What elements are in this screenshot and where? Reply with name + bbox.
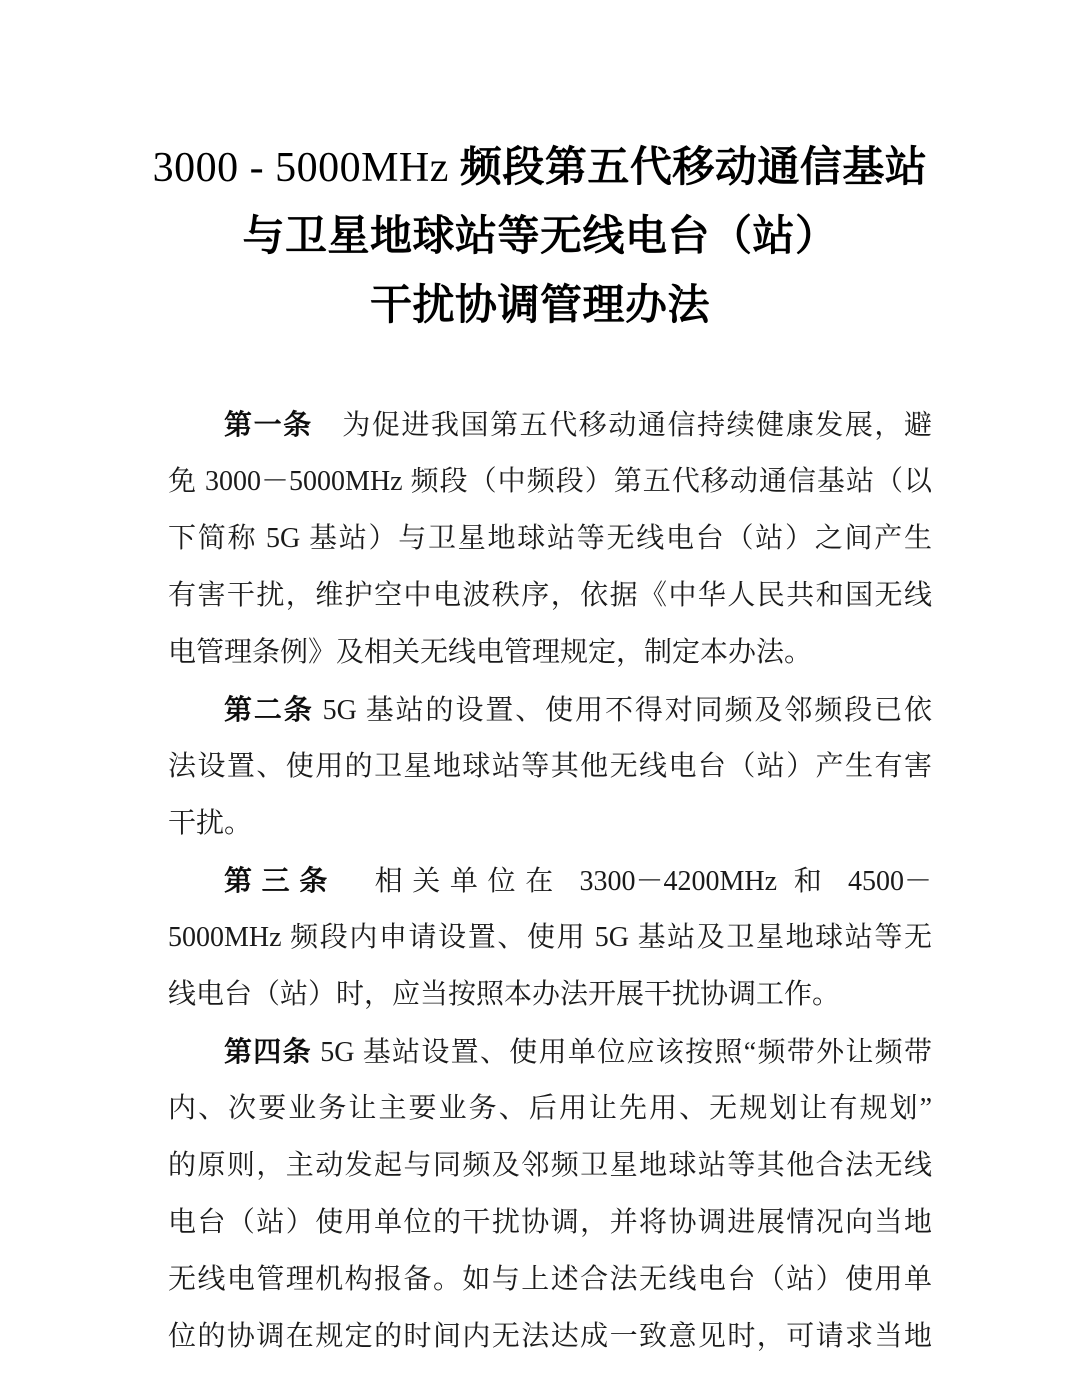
article-number: 第一条 (224, 409, 313, 440)
text-line: 无线电管理机构报备。如与上述合法无线电台（站）使用单 (168, 1264, 932, 1295)
paragraph-4 (168, 1023, 932, 1365)
title-text: 频段第五代移动通信基站 (459, 143, 928, 190)
title-line (0, 132, 1080, 201)
text-line: 线电台（站）时，应当按照本办法开展干扰协调工作。 (168, 979, 841, 1010)
title-text: 干扰协调管理办法 (369, 281, 710, 328)
article-number: 第二条 (224, 694, 314, 725)
text-line: 第二条 5G 基站的设置、使用不得对同频及邻频段已依 (224, 694, 932, 726)
text-line: 内、次要业务让主要业务、后用让先用、无规划让有规划” (168, 1093, 932, 1124)
text-line: 下简称 5G 基站）与卫星地球站等无线电台（站）之间产生 (168, 523, 932, 554)
text-line: 免 3000－5000MHz 频段（中频段）第五代移动通信基站（以 (168, 466, 932, 497)
title-text: 3000 - 5000MHz (152, 145, 460, 191)
paragraph-2 (168, 681, 932, 852)
text-line: 位的协调在规定的时间内无法达成一致意见时，可请求当地 (168, 1321, 932, 1352)
text-line: 有害干扰，维护空中电波秩序，依据《中华人民共和国无线 (168, 580, 932, 611)
title-line (0, 270, 1080, 339)
text-line: 的原则，主动发起与同频及邻频卫星地球站等其他合法无线 (168, 1150, 932, 1181)
text-line: 第一条 为促进我国第五代移动通信持续健康发展，避 (224, 409, 932, 441)
text-line: 第三条 相关单位在 3300－4200MHz 和 4500－ (224, 865, 932, 897)
text-line: 第四条 5G 基站设置、使用单位应该按照“频带外让频带 (224, 1036, 932, 1068)
title-text: 与卫星地球站等无线电台（站） (242, 212, 838, 259)
text-line: 电管理条例》及相关无线电管理规定，制定本办法。 (168, 637, 813, 668)
paragraph-1 (168, 396, 932, 681)
title-line (0, 201, 1080, 270)
document-body (168, 396, 932, 1365)
paragraph-3 (168, 852, 932, 1023)
article-number: 第三条 (224, 865, 337, 896)
text-line: 干扰。 (168, 808, 253, 839)
article-number: 第四条 (224, 1036, 312, 1067)
text-line: 法设置、使用的卫星地球站等其他无线电台（站）产生有害 (168, 751, 932, 782)
text-line: 5000MHz 频段内申请设置、使用 5G 基站及卫星地球站等无 (168, 922, 932, 953)
document-title (0, 132, 1080, 339)
text-line: 电台（站）使用单位的干扰协调，并将协调进展情况向当地 (168, 1207, 932, 1238)
